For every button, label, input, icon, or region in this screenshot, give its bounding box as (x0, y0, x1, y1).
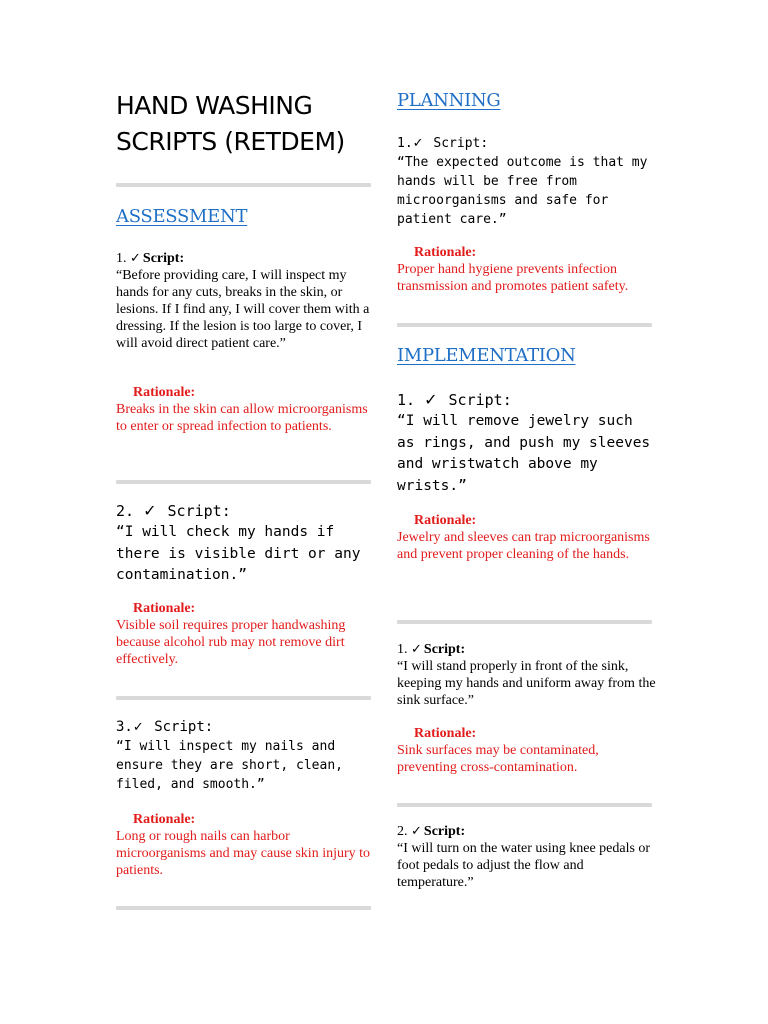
assessment-rationale-1 (116, 384, 372, 435)
rationale-text: Visible soil requires proper handwashing because alcohol rub may not remove dirt effectively. (116, 618, 346, 667)
script-label: Script: (167, 502, 231, 520)
section-heading-implementation: IMPLEMENTATION (397, 345, 576, 366)
rationale-label: Rationale: (414, 513, 477, 528)
divider (397, 323, 652, 327)
planning-item-1 (397, 134, 653, 229)
script-label: Script: (154, 719, 214, 735)
planning-rationale-1 (397, 244, 659, 295)
script-line (116, 718, 372, 737)
check-mark-icon: ✓ (424, 390, 438, 409)
rationale-text: Sink surfaces may be contaminated, preventing cross-contamination. (397, 743, 599, 775)
assessment-item-1 (116, 250, 376, 352)
item-number: 2. (116, 502, 135, 520)
item-number: 1. (116, 251, 127, 266)
assessment-item-3 (116, 718, 372, 794)
item-number: 2. (397, 824, 408, 839)
assessment-rationale-2 (116, 600, 372, 668)
script-line (397, 134, 653, 153)
script-text: “Before providing care, I will inspect my hands for any cuts, breaks in the skin, or lesions. If I find any, I will cover them with a dressing. If the lesion is too large to cover, I will avoid direct patient care.” (116, 268, 370, 351)
implementation-item-2 (397, 641, 659, 709)
script-text: “I will check my hands if there is visible dirt or any contamination.” (116, 524, 361, 583)
script-text: “I will inspect my nails and ensure they are short, clean, filed, and smooth.” (116, 739, 343, 792)
rationale-text: Proper hand hygiene prevents infection transmission and promotes patient safety. (397, 262, 629, 294)
script-line (397, 389, 653, 411)
check-mark-icon: ✓ (132, 720, 144, 735)
implementation-item-1 (397, 389, 653, 497)
check-mark-icon: ✓ (412, 136, 424, 151)
script-line (397, 823, 653, 840)
implementation-rationale-2 (397, 725, 653, 776)
divider (116, 183, 371, 187)
script-label: Script: (142, 251, 185, 266)
assessment-item-2 (116, 500, 372, 587)
item-number: 1. (397, 391, 416, 409)
rationale-label: Rationale: (414, 245, 477, 260)
check-mark-icon: ✓ (130, 251, 141, 266)
script-text: “I will remove jewelry such as rings, and push my sleeves and wristwatch above my wrists.” (397, 413, 651, 494)
script-label: Script: (423, 824, 466, 839)
check-mark-icon: ✓ (143, 501, 157, 520)
script-line (116, 500, 372, 522)
section-heading-planning: PLANNING (397, 90, 501, 111)
divider (116, 696, 371, 700)
rationale-label: Rationale: (133, 385, 196, 400)
divider (116, 906, 371, 910)
script-line (116, 250, 376, 267)
item-number: 1. (397, 642, 408, 657)
check-mark-icon: ✓ (411, 824, 422, 839)
section-heading-assessment: ASSESSMENT (116, 206, 248, 227)
rationale-text: Breaks in the skin can allow microorganisms to enter or spread infection to patients. (116, 402, 368, 434)
item-number: 1. (397, 136, 413, 151)
rationale-text: Long or rough nails can harbor microorganisms and may cause skin injury to patients. (116, 829, 371, 878)
script-label: Script: (448, 391, 512, 409)
rationale-label: Rationale: (133, 601, 196, 616)
script-label: Script: (423, 642, 466, 657)
rationale-label: Rationale: (133, 812, 196, 827)
divider (116, 480, 371, 484)
script-text: “I will stand properly in front of the sink, keeping my hands and uniform away from the sink surface.” (397, 659, 656, 708)
assessment-rationale-3 (116, 811, 372, 879)
script-text: “I will turn on the water using knee pedals or foot pedals to adjust the flow and temperature.” (397, 841, 651, 890)
implementation-rationale-1 (397, 512, 653, 563)
implementation-item-3 (397, 823, 653, 891)
script-text: “The expected outcome is that my hands will be free from microorganisms and safe for patient care.” (397, 155, 648, 227)
script-label: Script: (433, 136, 489, 151)
divider (397, 620, 652, 624)
item-number: 3. (116, 719, 133, 735)
document-title: HAND WASHING SCRIPTS (RETDEM) (116, 91, 345, 156)
divider (397, 803, 652, 807)
check-mark-icon: ✓ (411, 642, 422, 657)
script-line (397, 641, 659, 658)
rationale-text: Jewelry and sleeves can trap microorganisms and prevent proper cleaning of the hands. (397, 530, 650, 562)
rationale-label: Rationale: (414, 726, 477, 741)
